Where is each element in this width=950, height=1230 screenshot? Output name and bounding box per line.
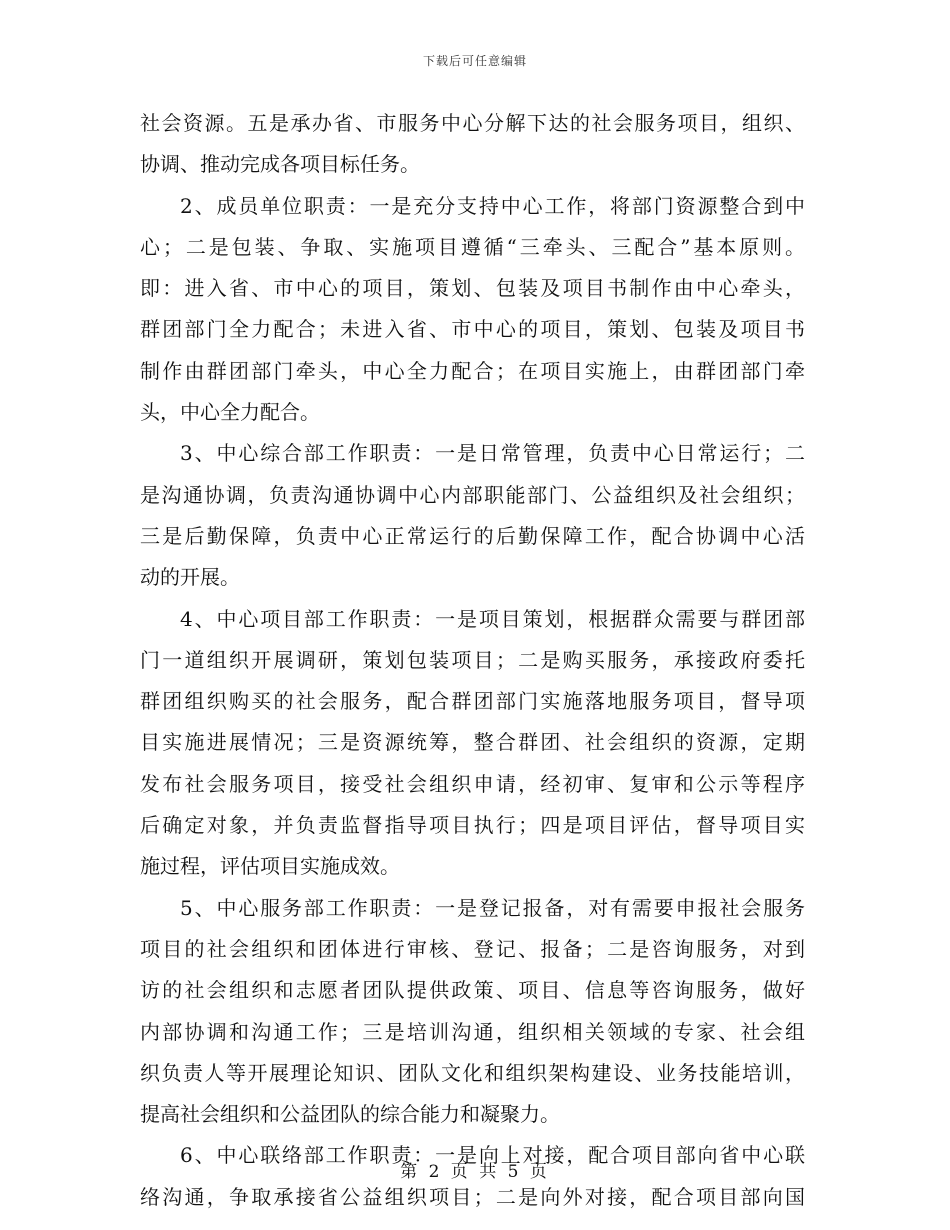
text-line: 是沟通协调，负责沟通协调中心内部职能部门、公益组织及社会组织； — [140, 482, 805, 507]
text-line: 施过程，评估项目实施成效。 — [140, 854, 400, 879]
text-line: 社会资源。五是承办省、市服务中心分解下达的社会服务项目，组织、 — [140, 111, 805, 135]
page-header-note: 下载后可任意编辑 — [422, 54, 527, 68]
text-line: 络沟通，争取承接省公益组织项目；二是向外对接，配合项目部向国 — [140, 1184, 805, 1209]
text-line: 提高社会组织和公益团队的综合能力和凝聚力。 — [140, 1102, 560, 1127]
text-line: 头，中心全力配合。 — [140, 400, 320, 425]
text-line: 群团部门全力配合；未进入省、市中心的项目，策划、包装及项目书 — [140, 317, 805, 342]
paragraph-first-line: 2、成员单位职责：一是充分支持中心工作，将部门资源整合到中 — [180, 193, 805, 218]
text-line: 织负责人等开展理论知识、团队文化和组织架构建设、业务技能培训， — [140, 1060, 805, 1085]
text-line: 即：进入省、市中心的项目，策划、包装及项目书制作由中心牵头， — [140, 276, 805, 301]
text-line: 后确定对象，并负责监督指导项目执行；四是项目评估，督导项目实 — [140, 813, 805, 838]
paragraph-first-line: 4、中心项目部工作职责：一是项目策划，根据群众需要与群团部 — [180, 606, 805, 631]
text-line: 项目的社会组织和团体进行审核、登记、报备；二是咨询服务，对到 — [140, 936, 805, 961]
text-line: 发布社会服务项目，接受社会组织申请，经初审、复审和公示等程序 — [140, 771, 805, 796]
text-line: 访的社会组织和志愿者团队提供政策、项目、信息等咨询服务，做好 — [140, 978, 805, 1003]
paragraph-first-line: 5、中心服务部工作职责：一是登记报备，对有需要申报社会服务 — [180, 895, 805, 920]
text-line: 内部协调和沟通工作；三是培训沟通，组织相关领域的专家、社会组 — [140, 1019, 805, 1044]
text-line: 门一道组织开展调研，策划包装项目；二是购买服务，承接政府委托 — [140, 647, 805, 672]
paragraph-first-line: 6、中心联络部工作职责：一是向上对接，配合项目部向省中心联 — [180, 1143, 805, 1168]
text-line: 制作由群团部门牵头，中心全力配合；在项目实施上，由群团部门牵 — [140, 358, 805, 383]
document-body — [140, 103, 805, 1218]
text-line: 动的开展。 — [140, 565, 240, 590]
text-line: 协调、推动完成各项目标任务。 — [140, 152, 420, 177]
text-line: 群团组织购买的社会服务，配合群团部门实施落地服务项目，督导项 — [140, 689, 805, 714]
text-line: 心；二是包装、争取、实施项目遵循“三牵头、三配合”基本原则。 — [140, 234, 805, 259]
page-number-footer: 第 2 页 共 5 页 — [400, 1162, 550, 1182]
text-line: 三是后勤保障，负责中心正常运行的后勤保障工作，配合协调中心活 — [140, 523, 805, 548]
text-line: 目实施进展情况；三是资源统筹，整合群团、社会组织的资源，定期 — [140, 730, 805, 755]
paragraph-first-line: 3、中心综合部工作职责：一是日常管理，负责中心日常运行；二 — [180, 441, 805, 466]
